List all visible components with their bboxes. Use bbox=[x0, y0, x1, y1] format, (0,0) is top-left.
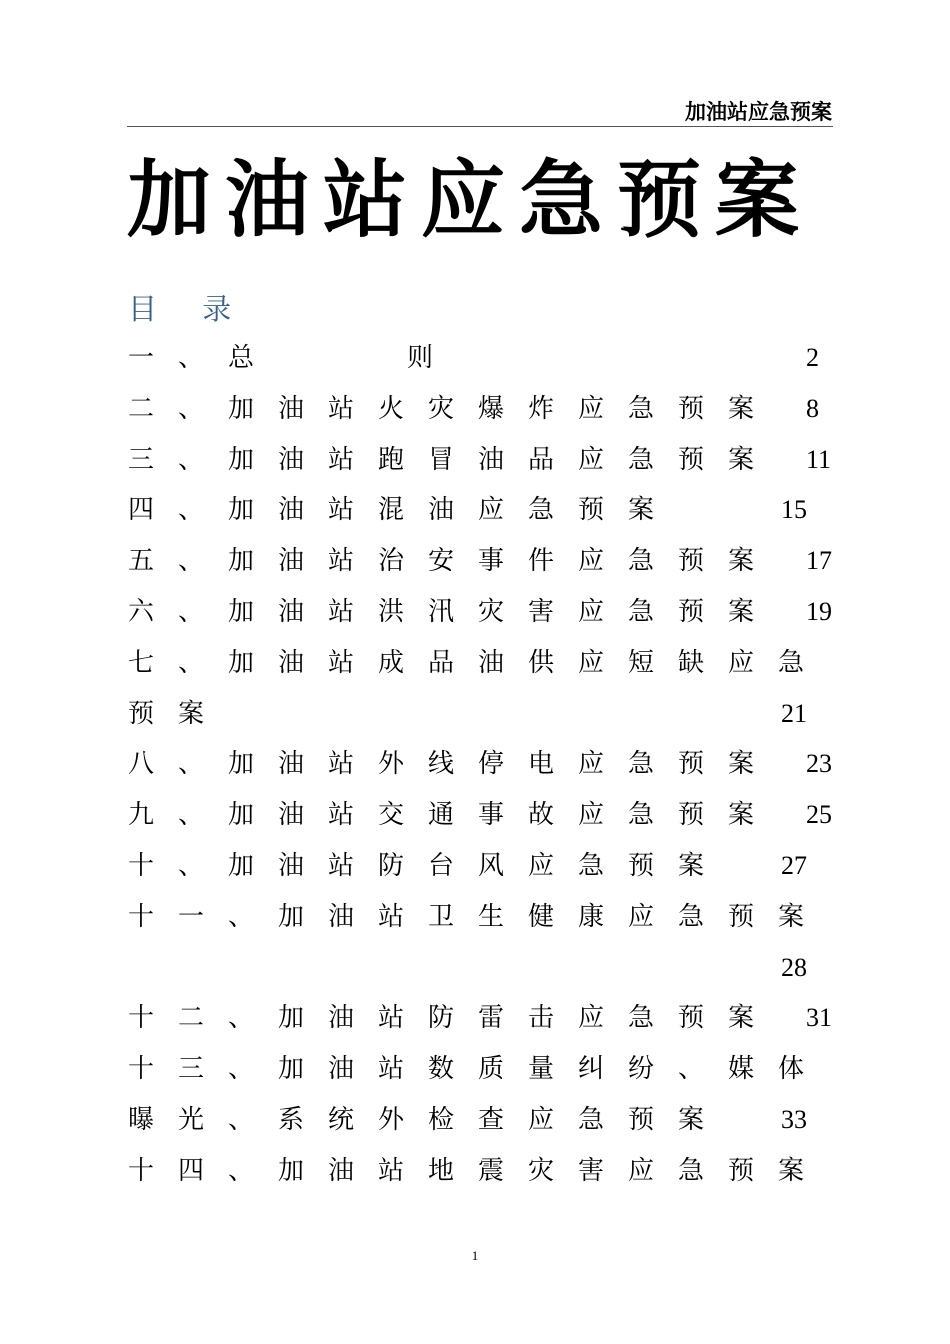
toc-entry-page: 21 bbox=[781, 698, 807, 728]
toc-entry-text: 七、加油站成品油供应短缺应急 bbox=[128, 647, 829, 678]
toc-entry[interactable] bbox=[128, 638, 848, 689]
toc-entry[interactable] bbox=[128, 1146, 848, 1197]
toc-entry[interactable] bbox=[128, 739, 848, 790]
toc-entry-text: 五、加油站治安事件应急预案 bbox=[128, 546, 779, 577]
toc-entry-text: 八、加油站外线停电应急预案 bbox=[128, 749, 779, 780]
toc-entry[interactable] bbox=[128, 435, 848, 486]
toc-entry-text: 二、加油站火灾爆炸应急预案 bbox=[128, 393, 779, 424]
toc-entry-text: 预案 bbox=[128, 698, 229, 729]
toc-entry-text: 一、总 则 bbox=[128, 343, 458, 373]
toc-entry[interactable] bbox=[128, 689, 848, 740]
page-number: 1 bbox=[471, 1248, 479, 1263]
toc-entry[interactable] bbox=[128, 943, 848, 994]
toc-entry-page: 8 bbox=[806, 393, 819, 423]
toc-entry-page: 17 bbox=[806, 546, 832, 576]
document-title: 加油站应急预案 bbox=[127, 151, 814, 249]
toc-entry[interactable] bbox=[128, 993, 848, 1044]
toc-entry-page: 23 bbox=[806, 749, 832, 779]
toc-entry-page: 33 bbox=[781, 1104, 807, 1134]
toc-entry-page: 27 bbox=[781, 850, 807, 880]
toc-entry[interactable] bbox=[128, 485, 848, 536]
toc-entry-page: 31 bbox=[806, 1003, 832, 1033]
toc-heading: 目 录 bbox=[128, 292, 250, 326]
toc-entry[interactable] bbox=[128, 1095, 848, 1146]
toc-entry-page: 25 bbox=[806, 800, 832, 830]
running-header-title: 加油站应急预案 bbox=[685, 100, 832, 124]
toc-entry-text: 四、加油站混油应急预案 bbox=[128, 495, 679, 526]
toc-entry-page: 19 bbox=[806, 596, 832, 626]
toc-entry[interactable] bbox=[128, 536, 848, 587]
toc-entry[interactable] bbox=[128, 790, 848, 841]
toc-entry[interactable] bbox=[128, 384, 848, 435]
toc-entry[interactable] bbox=[128, 587, 848, 638]
toc-entry-text: 十一、加油站卫生健康应急预案 bbox=[128, 901, 829, 932]
toc-entry-text: 六、加油站洪汛灾害应急预案 bbox=[128, 596, 779, 627]
toc-entry-text: 九、加油站交通事故应急预案 bbox=[128, 800, 779, 831]
toc-entry-text: 曝光、系统外检查应急预案 bbox=[128, 1104, 729, 1135]
toc-entry-page: 15 bbox=[781, 495, 807, 525]
toc-entry-page: 11 bbox=[806, 444, 832, 474]
toc-entry[interactable] bbox=[128, 333, 848, 384]
toc-entry-text: 十、加油站防台风应急预案 bbox=[128, 850, 729, 881]
toc-entry-page: 28 bbox=[781, 952, 807, 982]
toc-entry-text: 十二、加油站防雷击应急预案 bbox=[128, 1003, 779, 1034]
toc-entry[interactable] bbox=[128, 1044, 848, 1095]
header-rule bbox=[127, 126, 833, 127]
toc-entry-page: 2 bbox=[806, 343, 819, 372]
toc-entry[interactable] bbox=[128, 841, 848, 892]
toc-entry-text: 十三、加油站数质量纠纷、媒体 bbox=[128, 1054, 829, 1085]
table-of-contents bbox=[128, 333, 848, 1197]
toc-entry[interactable] bbox=[128, 892, 848, 943]
toc-entry-text: 十四、加油站地震灾害应急预案 bbox=[128, 1155, 829, 1186]
toc-entry-text: 三、加油站跑冒油品应急预案 bbox=[128, 444, 779, 475]
